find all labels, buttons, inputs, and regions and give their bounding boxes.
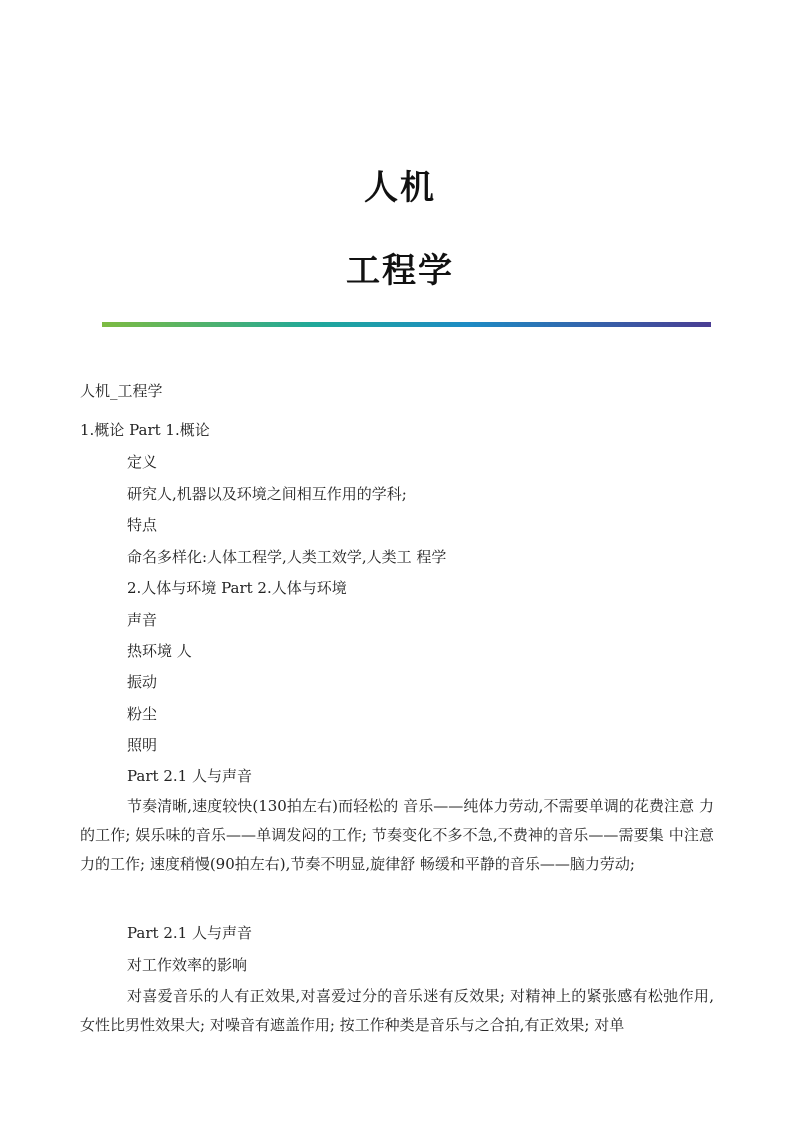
text-line: 特点 [127, 516, 158, 534]
doc-heading: 人机_工程学 [80, 382, 163, 400]
section-heading-1: 1.概论 Part 1.概论 [80, 421, 210, 439]
text-line: 振动 [127, 673, 158, 691]
text-line: 定义 [127, 453, 158, 471]
document-title-line-2: 工程学 [346, 251, 454, 291]
text-line: 声音 [127, 611, 158, 629]
gradient-divider [102, 322, 711, 327]
text-line: 粉尘 [127, 705, 158, 723]
subsection-heading: Part 2.1 人与声音 [127, 924, 252, 942]
text-line: 热环境 人 [127, 642, 192, 660]
text-line: 对工作效率的影响 [127, 956, 248, 974]
document-title-line-1: 人机 [364, 168, 436, 208]
body-paragraph-2: 对喜爱音乐的人有正效果,对喜爱过分的音乐迷有反效果; 对精神上的紧张感有松弛作用,女性比男性效果大; 对噪音有遮盖作用; 按工作种类是音乐与之合拍,有正效果; 对单 [80, 987, 714, 1034]
section-heading-2: 2.人体与环境 Part 2.人体与环境 [127, 579, 347, 597]
text-line: 研究人,机器以及环境之间相互作用的学科; [127, 485, 407, 503]
text-line: 命名多样化:人体工程学,人类工效学,人类工 程学 [127, 548, 447, 566]
subsection-heading: Part 2.1 人与声音 [127, 767, 252, 785]
text-line: 照明 [127, 736, 158, 754]
body-paragraph-1: 节奏清晰,速度较快(130拍左右)而轻松的 音乐——纯体力劳动,不需要单调的花费注意 力的工作; 娱乐味的音乐——单调发闷的工作; 节奏变化不多不急,不费神的音乐——需要集 中注意力的工作; 速度稍慢(90拍左右),节奏不明显,旋律舒 畅缓和平静的音乐——脑力劳动; [80, 797, 714, 873]
